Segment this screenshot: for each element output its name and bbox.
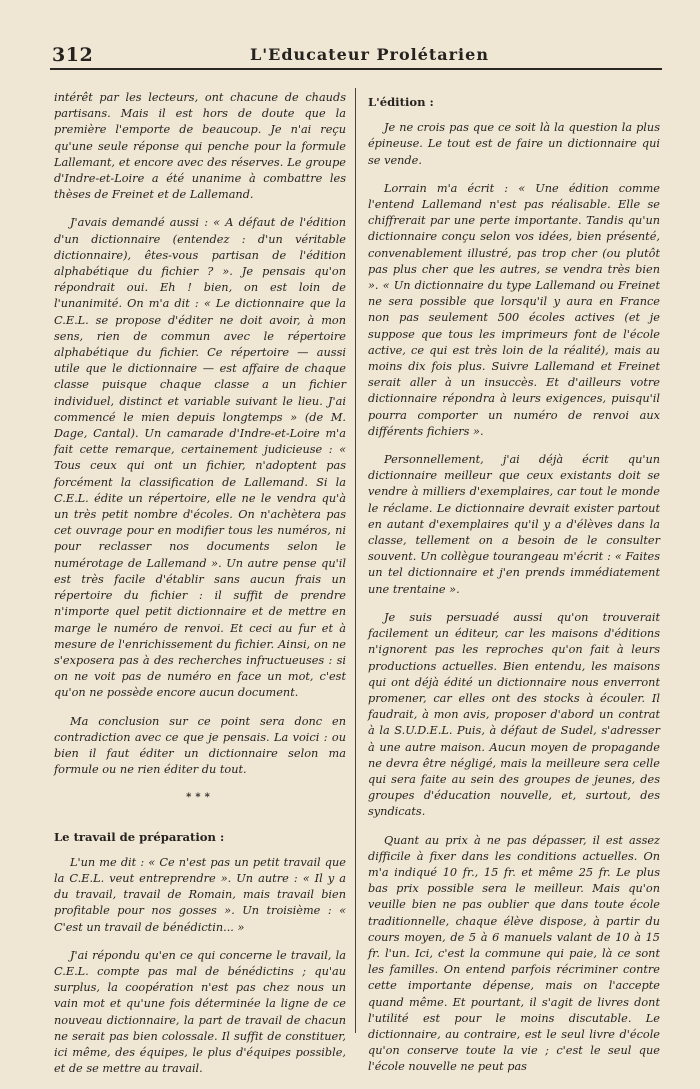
header-rule: [50, 68, 662, 70]
left-paragraph-3: Ma conclusion sur ce point sera donc en contradiction avec ce que je pensais. La voici : ou bien il faut éditer un dictionnaire selon ma formule ou ne rien éditer du tout.: [54, 714, 346, 777]
right-paragraph-4: Je suis persuadé aussi qu'on trouverait facilement un éditeur, car les maisons d'éditions n'ignorent pas les reproches qu'on fait à leurs productions actuelles. Bien entendu, les maisons qui ont déjà édité un dictionnaire nous enverront promener, car elles ont des stocks à écouler. Il faudrait, à mon avis, proposer d'abord un contrat à la S.U.D.E.L. Puis, à défaut de Sudel, s'adresser à une autre maison. Aucun moyen de propagande ne devra être négligé, mais la meilleure sera celle qui sera faite au sein des groupes de jeunes, des groupes d'éducation nouvelle, et, surtout, des syndicats.: [368, 610, 660, 819]
right-column: [368, 90, 660, 1088]
running-title: L'Educateur Prolétarien: [250, 45, 489, 64]
page-number: 312: [52, 44, 94, 66]
column-divider: [355, 88, 356, 1033]
section-heading-edition: L'édition :: [368, 95, 434, 109]
left-paragraph-5: J'ai répondu qu'en ce qui concerne le travail, la C.E.L. compte pas mal de bénédictins ; qu'au surplus, la coopération n'est pas chez nous un vain mot et qu'une fois déterminée la ligne de ce nouveau dictionnaire, la part de travail de chacun ne serait pas bien colossale. Il suffit de constituer, ici même, des équipes, le plus d'équipes possible, et de se mettre au travail.: [54, 948, 346, 1076]
section-heading-preparation: Le travail de préparation :: [54, 829, 225, 844]
right-paragraph-2: Lorrain m'a écrit : « Une édition comme l'entend Lallemand n'est pas réalisable. Elle se chiffrerait par une perte importante. Tandis qu'un dictionnaire conçu selon vos idées, bien présenté, convenablement illustré, pas trop cher (ou plutôt pas plus cher que les autres, se vendra très bien ». « Un dictionnaire du type Lallemand ou Freinet ne sera possible que lorsqu'il y aura en France non pas seulement 500 écoles actives (et je suppose que tous les imprimeurs font de l'école active, ce qui est très loin de la réalité), mais au moins dix fois plus. Suivre Lallemand et Freinet serait aller à un insuccès. Et d'ailleurs votre dictionnaire répondra à leurs exigences, puisqu'il pourra comporter un numéro de renvoi aux différents fichiers ».: [368, 181, 660, 438]
left-paragraph-2: J'avais demandé aussi : « A défaut de l'édition d'un dictionnaire (entendez : d'un véritable dictionnaire), êtes-vous partisan de l'édition alphabétique du fichier ? ». Je pensais qu'on répondrait oui. Eh ! bien, on est loin de l'unanimité. On m'a dit : « Le dictionnaire que la C.E.L. se propose d'éditer ne doit avoir, à mon sens, rien de commun avec le répertoire alphabétique du fichier. Ce répertoire — aussi utile que le dictionnaire — est affaire de chaque classe puisque chaque classe a un fichier individuel, distinct et variable suivant le lieu. J'ai commencé le mien depuis longtemps » (de M. Dage, Cantal). Un camarade d'Indre-et-Loire m'a fait cette remarque, certainement judicieuse : « Tous ceux qui ont un fichier, n'adoptent pas forcément la classification de Lallemand. Si la C.E.L. édite un répertoire, elle ne le vendra qu'à un très petit nombre d'écoles. On n'achètera pas cet ouvrage pour en modifier tous les numéros, ni pour reclasser nos documents selon le numérotage de Lallemand ». Un autre pense qu'il est très facile d'établir sans aucun frais un répertoire du fichier : il suffit de prendre n'importe quel petit dictionnaire et de mettre en marge le numéro de renvoi. Et ceci au fur et à mesure de l'enrichissement du fichier. Ainsi, on ne s'exposera pas à des recherches infructueuses : si on ne voit pas de numéro en face un mot, c'est qu'on ne possède encore aucun document.: [54, 216, 346, 700]
left-column: [54, 90, 346, 1089]
left-paragraph-1: intérêt par les lecteurs, ont chacune de chauds partisans. Mais il est hors de doute que la première l'emporte de beaucoup. Je n'ai reçu qu'une seule réponse qui penche pour la formule Lallemant, et encore avec des réserves. Le groupe d'Indre-et-Loire a été unanime à combattre les thèses de Freinet et de Lallemand.: [54, 91, 346, 202]
left-paragraph-4: L'un me dit : « Ce n'est pas un petit travail que la C.E.L. veut entreprendre ». Un autre : « Il y a du travail, travail de Romain, mais travail bien profitable pour nos gosses ». Un troisième : « C'est un travail de bénédictin... »: [54, 855, 346, 934]
right-paragraph-5: Quant au prix à ne pas dépasser, il est assez difficile à fixer dans les conditions actuelles. On m'a indiqué 10 fr., 15 fr. et même 25 fr. Le plus bas prix possible sera le meilleur. Mais qu'on veuille bien ne pas oublier que dans toute école traditionnelle, chaque élève dispose, à partir du cours moyen, de 5 à 6 manuels valant de 10 à 15 fr. l'un. Ici, c'est la commune qui paie, là ce sont les familles. On entend parfois récriminer contre cette importante dépense, mais on l'accepte quand même. Et pourtant, il s'agit de livres dont l'utilité est pour le moins discutable. Le dictionnaire, au contraire, est le seul livre d'école qu'on conserve toute la vie ; c'est le seul que l'école nouvelle ne peut pas: [368, 833, 660, 1074]
section-separator: ***: [186, 792, 214, 804]
right-paragraph-1: Je ne crois pas que ce soit là la question la plus épineuse. Le tout est de faire un dictionnaire qui se vende.: [368, 121, 660, 167]
right-paragraph-3: Personnellement, j'ai déjà écrit qu'un dictionnaire meilleur que ceux existants doit se vendre à milliers d'exemplaires, car tout le monde le réclame. Le dictionnaire devrait exister partout en autant d'exemplaires qu'il y a d'élèves dans la classe, tellement on a besoin de le consulter souvent. Un collègue tourangeau m'écrit : « Faites un tel dictionnaire et j'en prends immédiatement une trentaine ».: [368, 453, 660, 596]
